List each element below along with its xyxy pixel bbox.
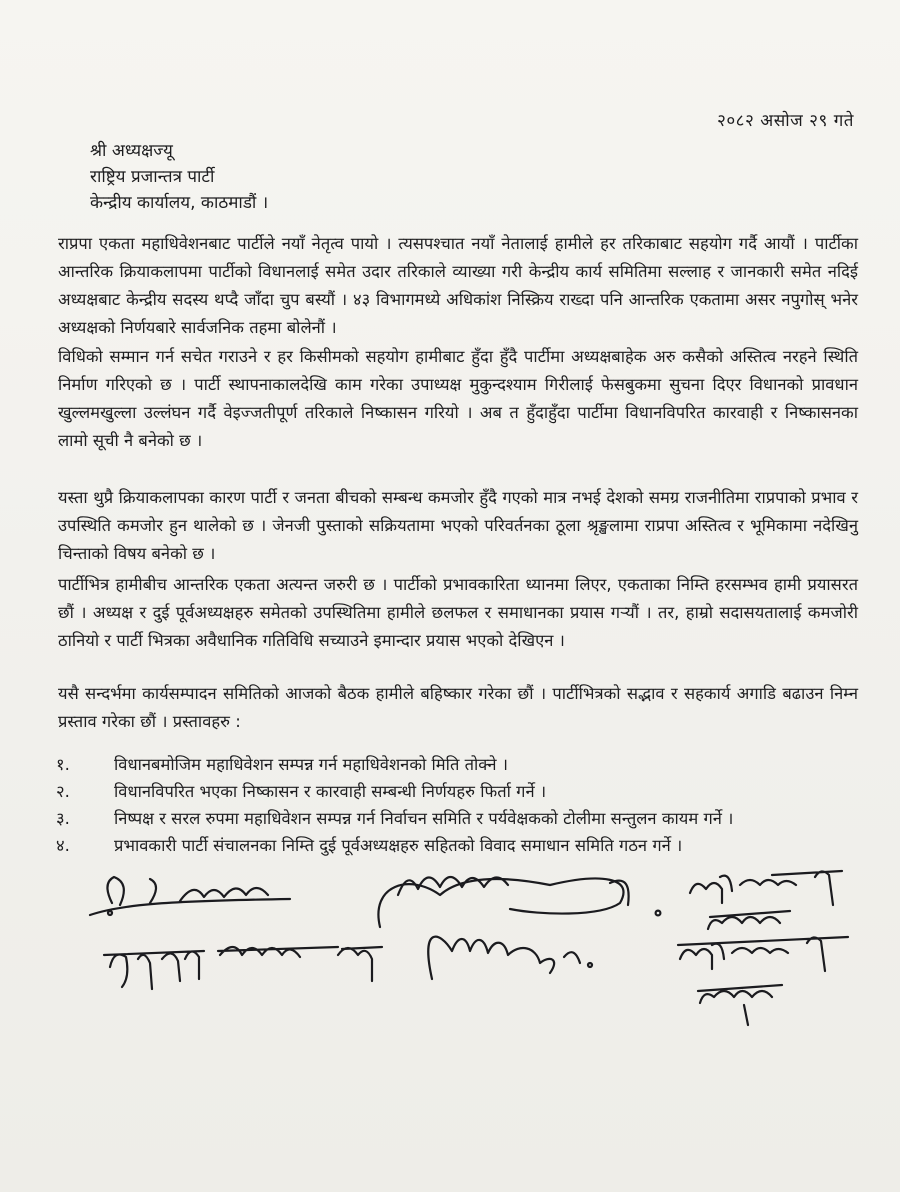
signature-2 [378, 877, 628, 927]
handwritten-signatures [80, 855, 880, 1035]
proposal-text: निष्पक्ष र सरल रुपमा महाधिवेशन सम्पन्न गर्न निर्वाचन समिति र पर्यवेक्षकको टोलीमा सन्तुलन कायम गर्ने । [114, 809, 734, 828]
signature-1 [90, 877, 290, 915]
proposal-item [56, 831, 866, 858]
proposal-number: ३. [56, 809, 70, 828]
signature-6 [678, 937, 848, 1025]
proposal-number: १. [56, 755, 70, 774]
proposal-text: विधानविपरित भएका निष्कासन र कारवाही सम्बन्धी निर्णयहरु फिर्ता गर्ने । [114, 782, 547, 801]
recipient-office: केन्द्रीय कार्यालय, काठमाडौं । [90, 193, 269, 213]
proposal-item [56, 750, 866, 777]
proposal-item [56, 804, 866, 831]
recipient-organization: राष्ट्रिय प्रजान्तत्र पार्टी [90, 167, 215, 187]
letter-date: २०८२ असोज २९ गते [716, 111, 854, 131]
proposal-text: विधानबमोजिम महाधिवेशन सम्पन्न गर्न महाधिवेशनको मिति तोक्ने । [114, 755, 508, 774]
recipient-address [90, 138, 268, 216]
proposal-number: ४. [56, 836, 70, 855]
paragraph-1: राप्रपा एकता महाधिवेशनबाट पार्टीले नयाँ नेतृत्व पायो । त्यसपश्चात नयाँ नेतालाई हामीले हर तरिकाबाट सहयोग गर्दै आयौं । पार्टीका आन्तरिक क्रियाकलापमा पार्टीको विधानलाई समेत उदार तरिकाले व्याख्या गरी केन्द्रीय कार्य समितिमा सल्लाह र जानकारी समेत नदिई अध्यक्षबाट केन्द्रीय सदस्य थप्दै जाँदा चुप बस्यौं । ४३ विभागमध्ये अधिकांश निस्क्रिय राख्दा पनि आन्तरिक एकतामा असर नपुगोस् भनेर अध्यक्षको निर्णयबारे सार्वजनिक तहमा बोलेनौं । [58, 234, 858, 337]
signature-block [80, 855, 880, 1035]
proposal-number: २. [56, 782, 70, 801]
paragraph-4: पार्टीभित्र हामीबीच आन्तरिक एकता अत्यन्त जरुरी छ । पार्टीको प्रभावकारिता ध्यानमा लिएर, एकताका निम्ति हरसम्भव हामी प्रयासरत छौं । अध्यक्ष र दुई पूर्वअध्यक्षहरु समेतको उपस्थितिमा हामीले छलफल र समाधानका प्रयास गर्‍यौं । तर, हाम्रो सदासयतालाई कमजोरी ठानियो र पार्टी भित्रका अवैधानिक गतिविधि सच्याउने इमान्दार प्रयास भएको देखिएन । [58, 575, 858, 650]
proposal-list [56, 750, 866, 858]
signature-5 [428, 937, 592, 979]
proposal-text: प्रभावकारी पार्टी संचालनका निम्ति दुई पूर्वअध्यक्षहरु सहितको विवाद समाधान समिति गठन गर्ने । [114, 836, 683, 855]
paragraph-3: यस्ता थुप्रै क्रियाकलापका कारण पार्टी र जनता बीचको सम्बन्ध कमजोर हुँदै गएको मात्र नभई देशको समग्र राजनीतिमा राप्रपाको प्रभाव र उपस्थिति कमजोर हुन थालेको छ । जेनजी पुस्ताको सक्रियतामा भएको परिवर्तनका ठूला श्रृङ्खलामा राप्रपा अस्तित्व र भूमिकामा नदेखिनु चिन्ताको विषय बनेको छ । [58, 488, 858, 563]
recipient-title: श्री अध्यक्षज्यू [90, 141, 173, 161]
proposal-item [56, 777, 866, 804]
paragraph-2: विधिको सम्मान गर्न सचेत गराउने र हर किसीमको सहयोग हामीबाट हुँदा हुँदै पार्टीमा अध्यक्षबाहेक अरु कसैको अस्तित्व नरहने स्थिति निर्माण गरिएको छ । पार्टी स्थापनाकालदेखि काम गरेका उपाध्यक्ष मुकुन्दश्याम गिरीलाई फेसबुकमा सुचना दिएर विधानको प्रावधान खुल्लमखुल्ला उल्लंघन गर्दै वेइज्जतीपूर्ण तरिकाले निष्कासन गरियो । अब त हुँदाहुँदा पार्टीमा विधानविपरित कारवाही र निष्कासनका लामो सूची नै बनेको छ । [58, 347, 858, 450]
paragraph-5: यसै सन्दर्भमा कार्यसम्पादन समितिको आजको बैठक हामीले बहिष्कार गरेका छौं । पार्टीभित्रको सद्भाव र सहकार्य अगाडि बढाउन निम्न प्रस्ताव गरेका छौं । प्रस्तावहरु : [58, 684, 858, 731]
signature-4 [104, 947, 382, 989]
signature-3 [656, 871, 842, 929]
